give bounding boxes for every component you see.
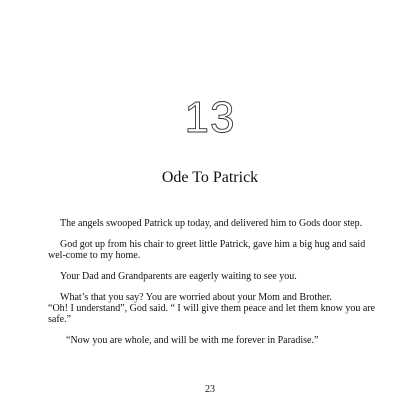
chapter-title: Ode To Patrick: [161, 169, 259, 186]
paragraph: Your Dad and Grandparents are eagerly waiting to see you.: [60, 271, 297, 282]
chapter-number: 13: [184, 93, 236, 142]
paragraph: God got up from his chair to greet little Patrick, gave him a big hug and said wel-come to my home.: [48, 239, 366, 261]
closing-paragraph: “Now you are whole, and will be with me forever in Paradise.”: [66, 335, 319, 346]
paragraph: What’s that you say? You are worried about your Mom and Brother.: [60, 292, 332, 303]
dialogue-paragraph: “Oh! I understand”, God said. “ I will give them peace and let them know you are safe.”: [48, 303, 376, 325]
paragraph: The angels swooped Patrick up today, and delivered him to Gods door step.: [60, 218, 363, 229]
chapter-body: [48, 218, 378, 356]
page-number: 23: [205, 384, 215, 395]
